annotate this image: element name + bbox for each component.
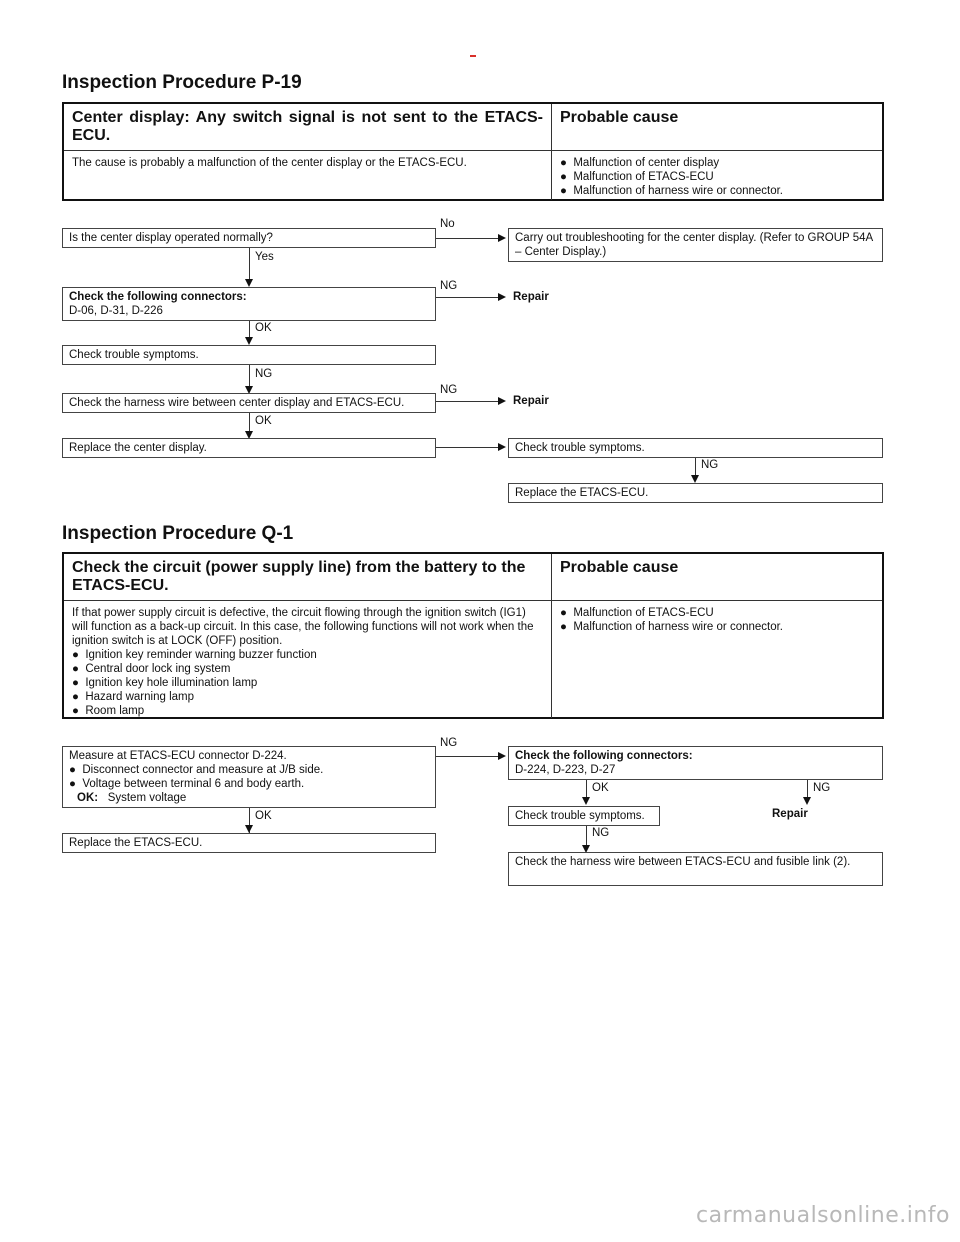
p19-step2-ng-label: NG: [440, 280, 458, 292]
p19-cause-item: ● Malfunction of ETACS-ECU: [560, 171, 714, 183]
q1-step1-ok-row: OK: System voltage: [77, 792, 187, 804]
q1-body-intro: If that power supply circuit is defective, the circuit flowing through the ignition switch (IG1) will function as a back-up circuit. In this case, the following functions will not work when the ignition switch is at LOCK (OFF) position.: [72, 607, 534, 647]
p19-step1-no-action-box: Carry out troubleshooting for the center display. (Refer to GROUP 54A – Center Display.): [508, 228, 883, 262]
p19-step2-text: D-06, D-31, D-226: [69, 305, 163, 317]
p19-step2-box: [62, 287, 436, 321]
flow-line: [807, 780, 808, 798]
q1-step1-ng-label: NG: [440, 737, 458, 749]
q1-step2-ok-label: OK: [592, 782, 609, 794]
q1-step2-repair: Repair: [772, 808, 808, 820]
arrow-down-icon: [582, 797, 590, 805]
p19-step3-ng-label: NG: [255, 368, 273, 380]
p19-spec-table: [62, 102, 884, 201]
q1-head-right: Probable cause: [560, 559, 679, 576]
watermark: carmanualsonline.info: [696, 1203, 950, 1228]
header-mark: [470, 55, 476, 57]
q1-function-item: ● Ignition key hole illumination lamp: [72, 677, 258, 689]
q1-step2-box: [508, 746, 883, 780]
p19-step1-yes-label: Yes: [255, 251, 274, 263]
arrow-right-icon: [498, 752, 506, 760]
q1-cause-item: ● Malfunction of ETACS-ECU: [560, 607, 714, 619]
q1-step1-ok-label: OK: [255, 810, 272, 822]
p19-step5-box: Replace the center display.: [62, 438, 436, 458]
p19-step4-ng-label: NG: [440, 384, 458, 396]
p19-step2-ok-label: OK: [255, 322, 272, 334]
q1-step3-box: Check trouble symptoms.: [508, 806, 660, 826]
p19-head-right: Probable cause: [560, 109, 679, 126]
q1-cause-item: ● Malfunction of harness wire or connector.: [560, 621, 784, 633]
arrow-down-icon: [691, 475, 699, 483]
q1-causes: [552, 601, 882, 718]
p19-step4-box: Check the harness wire between center display and ETACS-ECU.: [62, 393, 436, 413]
flow-line: [249, 413, 250, 432]
arrow-right-icon: [498, 293, 506, 301]
p19-step4-repair: Repair: [513, 395, 549, 407]
flow-line: [695, 458, 696, 476]
flow-line: [249, 365, 250, 387]
q1-step1-bullet: ● Voltage between terminal 6 and body earth.: [69, 778, 305, 790]
q1-function-item: ● Central door lock ing system: [72, 663, 231, 675]
q1-step4-box: Check the harness wire between ETACS-ECU and fusible link (2).: [508, 852, 883, 886]
q1-step5-box: Replace the ETACS-ECU.: [62, 833, 436, 853]
q1-body-left: [64, 601, 552, 718]
q1-spec-table: [62, 552, 884, 719]
p19-step1-no-label: No: [440, 218, 455, 230]
p19-title: Inspection Procedure P-19: [62, 72, 302, 93]
q1-step2-ng-label: NG: [813, 782, 831, 794]
q1-step1-box: [62, 746, 436, 808]
p19-step4-ok-label: OK: [255, 415, 272, 427]
flow-line: [586, 826, 587, 846]
q1-function-item: ● Hazard warning lamp: [72, 691, 195, 703]
p19-cause-item: ● Malfunction of center display: [560, 157, 720, 169]
p19-step2-title: Check the following connectors:: [69, 291, 247, 303]
flow-line: [436, 297, 498, 298]
arrow-down-icon: [245, 279, 253, 287]
flow-line: [436, 238, 498, 239]
arrow-down-icon: [245, 825, 253, 833]
q1-function-item: ● Room lamp: [72, 705, 145, 717]
flow-line: [436, 447, 498, 448]
q1-step3-ng-label: NG: [592, 827, 610, 839]
q1-function-item: ● Ignition key reminder warning buzzer function: [72, 649, 317, 661]
q1-step2-title: Check the following connectors:: [515, 750, 693, 762]
flow-line: [249, 248, 250, 280]
arrow-right-icon: [498, 443, 506, 451]
arrow-down-icon: [803, 797, 811, 805]
flow-line: [436, 756, 498, 757]
flow-line: [249, 321, 250, 338]
p19-step2-repair: Repair: [513, 291, 549, 303]
p19-cause-item: ● Malfunction of harness wire or connector.: [560, 185, 784, 197]
arrow-right-icon: [498, 234, 506, 242]
flow-line: [436, 401, 498, 402]
q1-step1-line1: Measure at ETACS-ECU connector D-224.: [69, 750, 287, 762]
p19-step5-next-ng-label: NG: [701, 459, 719, 471]
p19-step6-box: Replace the ETACS-ECU.: [508, 483, 883, 503]
q1-head-left: Check the circuit (power supply line) from the battery to the ETACS-ECU.: [64, 554, 552, 600]
q1-step1-bullet: ● Disconnect connector and measure at J/B side.: [69, 764, 324, 776]
q1-step2-text: D-224, D-223, D-27: [515, 764, 616, 776]
p19-causes: [552, 151, 882, 200]
p19-step1-box: Is the center display operated normally?: [62, 228, 436, 248]
p19-step5-next-box: Check trouble symptoms.: [508, 438, 883, 458]
p19-head-left: Center display: Any switch signal is not sent to the ETACS-ECU.: [64, 104, 552, 150]
q1-title: Inspection Procedure Q-1: [62, 523, 294, 544]
arrow-down-icon: [245, 337, 253, 345]
p19-body-left: The cause is probably a malfunction of the center display or the ETACS-ECU.: [64, 151, 552, 200]
p19-step3-box: Check trouble symptoms.: [62, 345, 436, 365]
flow-line: [586, 780, 587, 798]
arrow-right-icon: [498, 397, 506, 405]
